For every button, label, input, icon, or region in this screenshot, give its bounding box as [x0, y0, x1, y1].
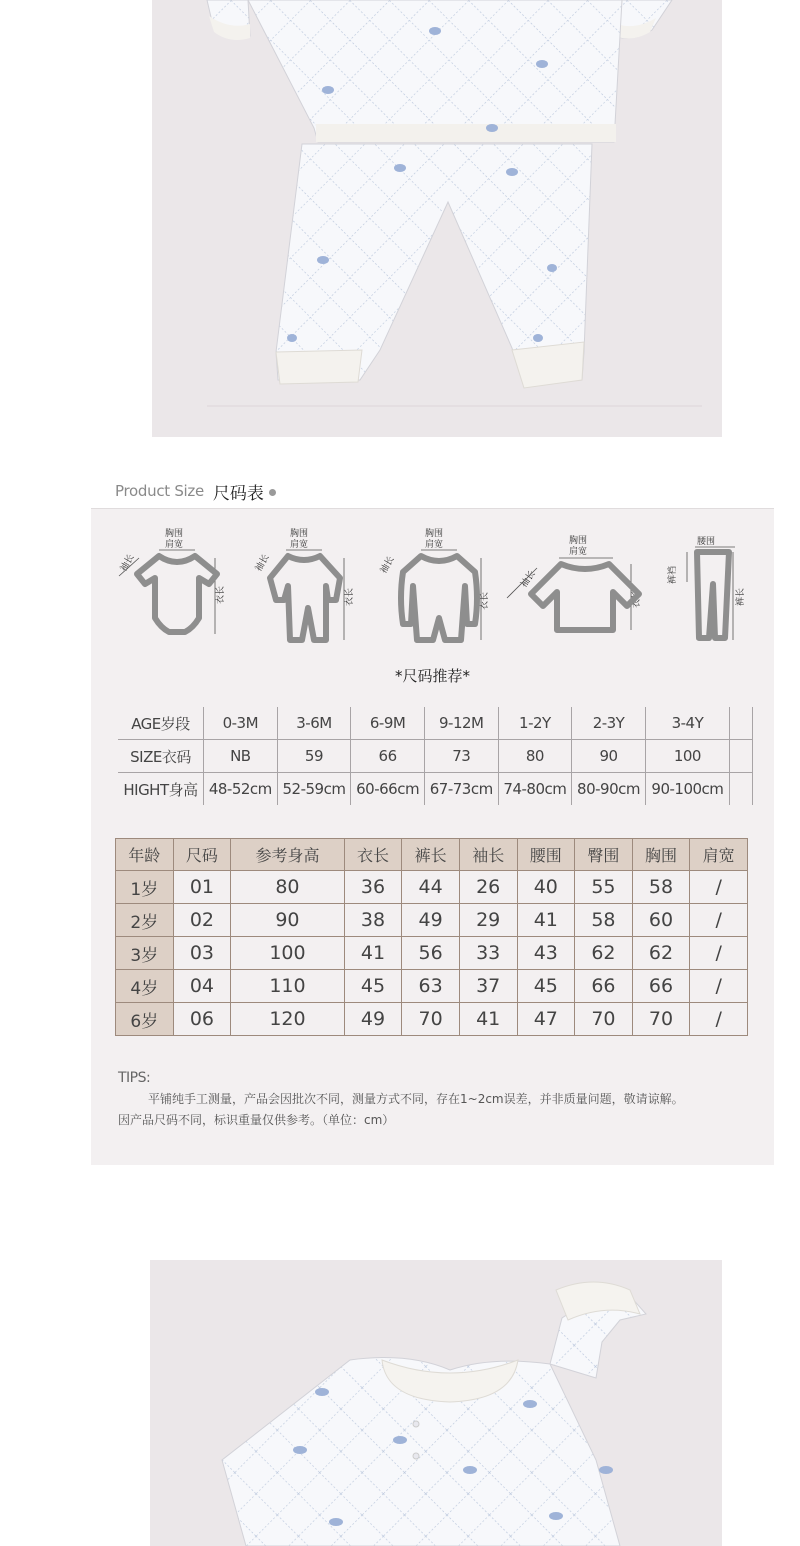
age-table-cell: 80 — [498, 740, 572, 773]
heading-chinese: 尺码表 — [212, 483, 264, 504]
sleeve-label: 袖长 — [118, 552, 137, 574]
heading-english: Product Size — [115, 482, 204, 500]
age-table-cell: 1-2Y — [498, 707, 572, 740]
sleeve-label: 袖长 — [519, 569, 538, 590]
measurement-cell: 62 — [632, 937, 690, 970]
measurement-cell: 40 — [517, 871, 575, 904]
age-table-row-label: SIZE衣码 — [118, 740, 204, 773]
measurement-cell: 37 — [459, 970, 517, 1003]
measurement-row — [116, 904, 748, 937]
measurement-cell: / — [690, 1003, 748, 1036]
age-table-row — [118, 707, 753, 740]
measurement-header-row — [116, 839, 748, 871]
tips-label: TIPS: — [118, 1070, 151, 1086]
measurement-age-cell: 3岁 — [116, 937, 174, 970]
pajama-illustration — [152, 0, 722, 437]
measurement-cell: / — [690, 871, 748, 904]
measurement-cell: 110 — [231, 970, 344, 1003]
measurement-header-cell: 参考身高 — [231, 839, 344, 871]
shoulder-label: 肩宽 — [165, 540, 184, 550]
chest-label: 胸围 — [569, 536, 588, 546]
measurement-cell: 120 — [231, 1003, 344, 1036]
age-table-cell: 100 — [645, 740, 729, 773]
age-table-row — [118, 740, 753, 773]
chest-label: 胸围 — [425, 529, 444, 539]
chest-label: 胸围 — [290, 529, 309, 539]
measurement-cell: 29 — [459, 904, 517, 937]
pajama-top-illustration — [150, 1260, 722, 1546]
size-chart-panel — [91, 508, 774, 1165]
age-table-cell: 59 — [277, 740, 351, 773]
measurement-cell: 70 — [575, 1003, 633, 1036]
measurement-cell: 02 — [173, 904, 231, 937]
measurement-cell: 63 — [402, 970, 460, 1003]
product-photo-bottom — [150, 1260, 722, 1546]
size-chart-heading — [115, 478, 276, 504]
romper-diagram — [236, 528, 361, 653]
measurement-cell: / — [690, 904, 748, 937]
shoulder-label: 肩宽 — [425, 540, 444, 550]
measurement-table-body — [116, 871, 748, 1036]
measurement-row — [116, 937, 748, 970]
measurement-cell: 06 — [173, 1003, 231, 1036]
measurement-cell: 41 — [517, 904, 575, 937]
measurement-cell: 44 — [402, 871, 460, 904]
age-table-cell: 52-59cm — [277, 773, 351, 806]
measurement-header-cell: 胸围 — [632, 839, 690, 871]
measurement-cell: 47 — [517, 1003, 575, 1036]
measurement-row — [116, 871, 748, 904]
measurement-age-cell: 1岁 — [116, 871, 174, 904]
measurement-cell: 41 — [344, 937, 402, 970]
length-label: 衣长 — [632, 589, 642, 608]
longsleeve-romper-diagram — [371, 528, 496, 653]
length-label: 衣长 — [345, 587, 355, 606]
measurement-header-cell: 裤长 — [402, 839, 460, 871]
sleeve-label: 袖长 — [378, 554, 397, 576]
measurement-header-cell: 肩宽 — [690, 839, 748, 871]
measurement-header-cell: 腰围 — [517, 839, 575, 871]
shoulder-label: 肩宽 — [290, 540, 309, 550]
age-table-row-label: AGE岁段 — [118, 707, 204, 740]
measurement-row — [116, 970, 748, 1003]
measurement-cell: 38 — [344, 904, 402, 937]
top-diagram — [499, 528, 649, 653]
panel-divider — [91, 508, 774, 509]
age-table-cell: 74-80cm — [498, 773, 572, 806]
measurement-cell: 49 — [402, 904, 460, 937]
age-table-cell: 48-52cm — [204, 773, 278, 806]
bodysuit-diagram — [111, 528, 236, 648]
measurement-cell: 90 — [231, 904, 344, 937]
chest-label: 胸围 — [165, 529, 184, 539]
tips-line-2: 因产品尺码不同，标识重量仅供参考。（单位：cm） — [118, 1113, 395, 1127]
measurement-header-cell: 袖长 — [459, 839, 517, 871]
length-label: 衣长 — [216, 585, 226, 604]
measurement-cell: 36 — [344, 871, 402, 904]
heading-dot-icon — [269, 489, 276, 496]
size-recommendation-table — [118, 707, 753, 805]
measurement-age-cell: 2岁 — [116, 904, 174, 937]
pants-diagram — [663, 528, 763, 653]
measurement-cell: 41 — [459, 1003, 517, 1036]
tips-line-1: 平铺纯手工测量，产品会因批次不同，测量方式不同，存在1~2cm误差，并非质量问题，敬请谅解。 — [148, 1092, 684, 1106]
measurement-cell: / — [690, 937, 748, 970]
measurement-cell: 66 — [632, 970, 690, 1003]
measurement-cell: 58 — [632, 871, 690, 904]
measurement-cell: 33 — [459, 937, 517, 970]
measurement-cell: 04 — [173, 970, 231, 1003]
measurement-cell: 45 — [344, 970, 402, 1003]
age-table-cell — [730, 707, 753, 740]
measurement-cell: 70 — [632, 1003, 690, 1036]
length-label: 衣长 — [480, 591, 490, 610]
age-table-cell: 3-4Y — [645, 707, 729, 740]
measurement-header-cell: 臀围 — [575, 839, 633, 871]
measurement-cell: 49 — [344, 1003, 402, 1036]
age-table-cell: 90-100cm — [645, 773, 729, 806]
measurement-cell: 58 — [575, 904, 633, 937]
measurement-age-cell: 6岁 — [116, 1003, 174, 1036]
age-table-cell: 3-6M — [277, 707, 351, 740]
age-table-cell — [730, 773, 753, 806]
age-table-cell: 67-73cm — [424, 773, 498, 806]
age-table-row — [118, 773, 753, 806]
age-table-cell: 73 — [424, 740, 498, 773]
crotch-label: 裤裆 — [668, 565, 678, 584]
age-table-cell: 6-9M — [351, 707, 425, 740]
age-table-cell: 0-3M — [204, 707, 278, 740]
age-table-cell: 9-12M — [424, 707, 498, 740]
measurement-cell: 66 — [575, 970, 633, 1003]
measurement-cell: 43 — [517, 937, 575, 970]
age-table-row-label: HIGHT身高 — [118, 773, 204, 806]
product-photo-top — [152, 0, 722, 437]
age-table-cell: 60-66cm — [351, 773, 425, 806]
measurement-cell: 01 — [173, 871, 231, 904]
measurement-cell: 80 — [231, 871, 344, 904]
measurement-header-cell: 尺码 — [173, 839, 231, 871]
pants-length-label: 裤长 — [736, 587, 746, 606]
measurement-cell: / — [690, 970, 748, 1003]
waist-label: 腰围 — [697, 537, 716, 547]
measurement-cell: 55 — [575, 871, 633, 904]
measurement-cell: 45 — [517, 970, 575, 1003]
age-table-cell: 80-90cm — [572, 773, 646, 806]
measurement-table — [115, 838, 748, 1036]
age-table-cell: 2-3Y — [572, 707, 646, 740]
shoulder-label: 肩宽 — [569, 547, 588, 557]
measurement-cell: 56 — [402, 937, 460, 970]
measurement-header-cell: 衣长 — [344, 839, 402, 871]
measurement-cell: 03 — [173, 937, 231, 970]
measurement-age-cell: 4岁 — [116, 970, 174, 1003]
sleeve-label: 袖长 — [253, 552, 272, 574]
measurement-header-cell: 年龄 — [116, 839, 174, 871]
tips-section — [118, 1068, 684, 1131]
age-table-cell: 66 — [351, 740, 425, 773]
measurement-cell: 70 — [402, 1003, 460, 1036]
measurement-cell: 100 — [231, 937, 344, 970]
age-table-cell: NB — [204, 740, 278, 773]
measurement-cell: 26 — [459, 871, 517, 904]
measurement-cell: 62 — [575, 937, 633, 970]
age-table-cell: 90 — [572, 740, 646, 773]
age-table-body — [118, 707, 753, 805]
age-table-cell — [730, 740, 753, 773]
size-recommendation-title: *尺码推荐* — [394, 667, 470, 685]
measurement-row — [116, 1003, 748, 1036]
measurement-cell: 60 — [632, 904, 690, 937]
